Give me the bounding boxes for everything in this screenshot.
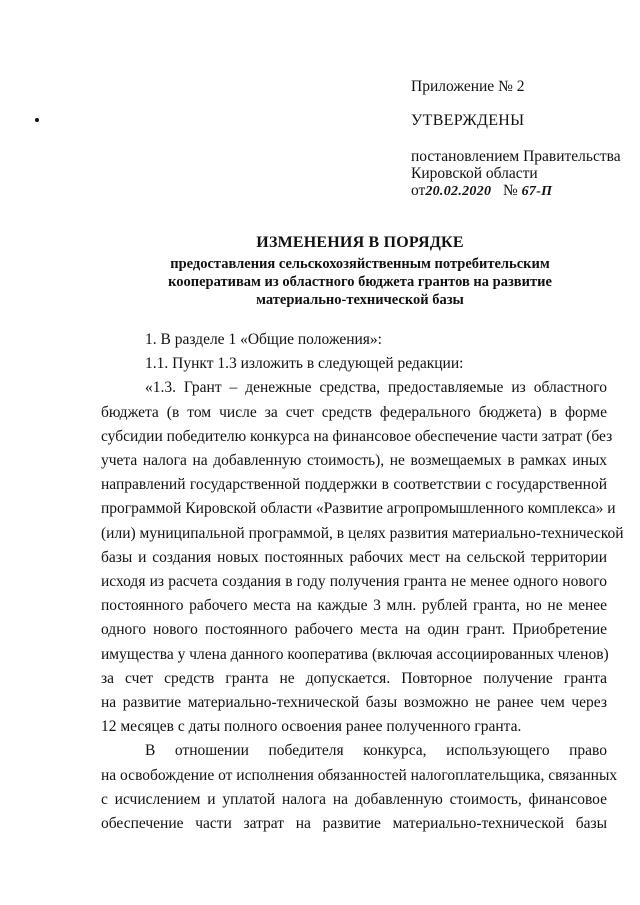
body-line-10: базы и создания новых постоянных рабочих мест на сельской территории: [101, 548, 607, 566]
body-line-15: за счет средств гранта не допускается. Повторное получение гранта: [101, 669, 607, 687]
body-line-16: на развитие материально-технической базы возможно не ранее чем через: [101, 694, 607, 712]
handwritten-number: 67-П: [521, 184, 553, 199]
body-line-14: имущества у члена данного кооператива (включая ассоциированных членов): [101, 645, 609, 663]
body-line-9: (или) муниципальной программой, в целях развития материально-технической: [101, 524, 624, 542]
document-body: [101, 328, 624, 836]
body-line-12: постоянного рабочего места на каждые 3 млн. рублей гранта, но не менее: [101, 597, 607, 615]
handwritten-date: 20.02.2020: [425, 184, 492, 199]
body-line-20: с исчислением и уплатой налога на добавленную стоимость, финансовое: [101, 790, 607, 808]
subtitle-line-3: материально-технической базы: [256, 292, 464, 308]
margin-dot: [35, 118, 39, 122]
appendix-label: Приложение № 2: [411, 78, 525, 95]
approval-date-number: [411, 182, 621, 200]
body-line-2: 1.1. Пункт 1.3 изложить в следующей редакции:: [145, 355, 464, 373]
approved-stamp-title: УТВЕРЖДЕНЫ: [411, 112, 525, 129]
subtitle-line-1: предоставления сельскохозяйственным потребительским: [170, 256, 550, 272]
approval-block: [411, 148, 621, 200]
body-line-21: обеспечение части затрат на развитие материально-технической базы: [101, 815, 607, 833]
body-line-19: на освобождение от исполнения обязанностей налогоплательщика, связанных: [101, 766, 618, 784]
body-line-3: «1.3. Грант – денежные средства, предоставляемые из областного: [145, 379, 607, 397]
body-line-5: субсидии победителю конкурса на финансовое обеспечение части затрат (без: [101, 427, 613, 445]
document-subtitle: [120, 255, 600, 309]
body-line-7: направлений государственной поддержки в соответствии с государственной: [101, 476, 607, 494]
body-line-11: исходя из расчета создания в году получения гранта не менее одного нового: [101, 573, 607, 591]
subtitle-line-2: кооперативам из областного бюджета грантов на развитие: [168, 274, 552, 290]
approval-line-2: Кировской области: [411, 165, 538, 182]
body-line-1: 1. В разделе 1 «Общие положения»:: [145, 331, 382, 348]
body-line-17: 12 месяцев с даты полного освоения ранее полученного гранта.: [101, 718, 522, 736]
number-label: №: [502, 182, 518, 199]
body-line-6: учета налога на добавленную стоимость), не возмещаемых в рамках иных: [101, 452, 607, 470]
body-line-4: бюджета (в том числе за счет средств федерального бюджета) в форме: [101, 403, 607, 421]
from-label: от: [411, 182, 426, 199]
body-line-18: В отношении победителя конкурса, использующего право: [145, 742, 607, 760]
body-line-8: программой Кировской области «Развитие агропромышленного комплекса» и: [101, 500, 616, 518]
body-line-13: одного нового постоянного рабочего места на один грант. Приобретение: [101, 621, 607, 639]
document-title: ИЗМЕНЕНИЯ В ПОРЯДКЕ: [256, 234, 464, 251]
approval-line-1: постановлением Правительства: [411, 148, 621, 165]
